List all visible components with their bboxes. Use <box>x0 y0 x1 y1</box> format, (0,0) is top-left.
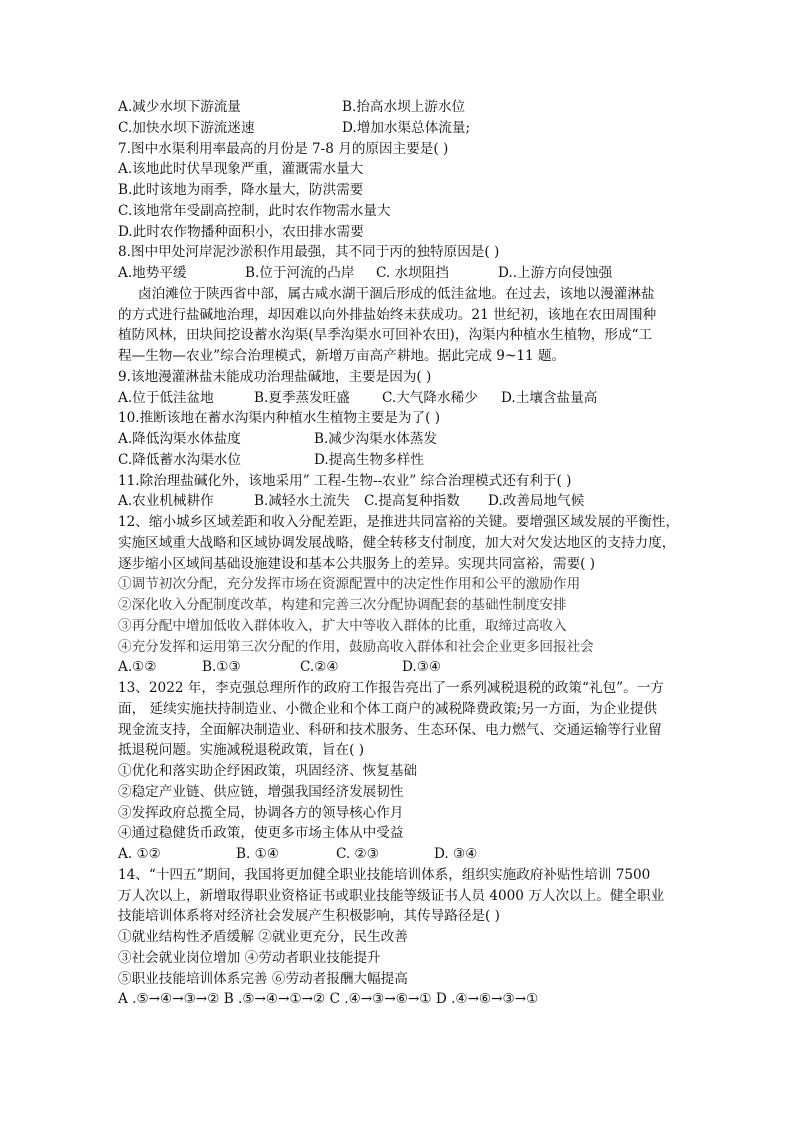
answer-option: B.减少沟渠水体蒸发 <box>314 431 438 447</box>
text-line: 逐步缩小区域间基础设施建设和基本公共服务上的差异。实现共同富裕，需要( ) <box>118 556 596 572</box>
answer-option: B.位于河流的凸岸 <box>245 265 355 281</box>
answer-option: C. 水坝阻挡 <box>376 265 449 281</box>
answer-option: C.降低蓄水沟渠水位 <box>118 452 241 468</box>
text-line: ④充分发挥和运用第三次分配的作用，鼓励高收入群体和社会企业更多回报社会 <box>118 639 594 655</box>
text-line: ①调节初次分配，充分发挥市场在资源配置中的决定性作用和公平的激励作用 <box>118 576 581 592</box>
text-line: 10.推断该地在蓄水沟渠内种植水生植物主要是为了( ) <box>118 410 441 426</box>
text-line: 11.除治理盐碱化外，该地采用” 工程-生物--农业” 综合治理模式还有利于( ) <box>118 473 572 489</box>
answer-option: C.提高复种指数 <box>364 493 460 509</box>
answer-option: C.大气降水稀少 <box>382 390 478 406</box>
answer-option: A.降低沟渠水体盐度 <box>118 431 241 447</box>
text-line: 8.图中甲处河岸泥沙淤积作用最强，其不同于丙的独特原因是( ) <box>118 244 500 260</box>
answer-option: B.①③ <box>202 659 241 675</box>
text-line: 程—生物—农业”综合治理模式，新增万亩高产耕地。据此完成 9~11 题。 <box>118 348 566 364</box>
answer-option: D.增加水渠总体流量; <box>342 120 471 136</box>
text-line: 的方式进行盐碱地治理，却因难以向外排盐始终未获成功。21 世纪初，该地在农田周围种 <box>118 307 657 323</box>
text-line: 抵退税问题。实施减税退税政策，旨在( ) <box>118 742 365 758</box>
answer-option: D. ③④ <box>434 846 478 862</box>
text-line: 12、缩小城乡区域差距和收入分配差距，是推进共同富裕的关键。要增强区域发展的平衡性， <box>118 514 680 530</box>
text-line: A .⑤→④→③→② B .⑤→④→①→② C .④→③→⑥→① D .④→⑥→③→① <box>118 991 539 1007</box>
text-line: ③再分配中增加低收入群体收入，扩大中等收入群体的比重，取缔过高收入 <box>118 618 567 634</box>
answer-option: B.夏季蒸发旺盛 <box>254 390 350 406</box>
answer-option: A.减少水坝下游流量 <box>118 99 241 115</box>
answer-option: D.土壤含盐量高 <box>501 390 598 406</box>
text-line: C.该地常年受副高控制，此时农作物需水量大 <box>118 203 391 219</box>
text-line: 万人次以上，新增取得职业资格证书或职业技能等级证书人员 4000 万人次以上。健全职业 <box>118 888 665 904</box>
text-line: ①就业结构性矛盾缓解 ②就业更充分，民生改善 <box>118 929 408 945</box>
answer-option: C.②④ <box>300 659 339 675</box>
text-line: 卤泊滩位于陕西省中部，属古咸水湖干涸后形成的低洼盆地。在过去，该地以漫灌淋盐 <box>138 286 655 302</box>
answer-option: A.地势平缓 <box>118 265 187 281</box>
text-line: 技能培训体系将对经济社会发展产生积极影响，其传导路径是( ) <box>118 908 500 924</box>
answer-option: D.改善局地气候 <box>488 493 585 509</box>
text-line: 14、“十四五”期间，我国将更加健全职业技能培训体系，组织实施政府补贴性培训 7500 <box>118 867 651 883</box>
text-line: ③发挥政府总揽全局，协调各方的领导核心作月 <box>118 805 404 821</box>
text-line: 面， 延续实施扶持制造业、小微企业和个体工商户的减税降费政策;另一方面，为企业提供 <box>118 701 658 717</box>
text-line: ④通过稳健货币政策，使更多市场主体从中受益 <box>118 825 404 841</box>
text-line: 13、2022 年，李克强总理所作的政府工作报告亮出了一系列减税退税的政策“礼包”。一方 <box>118 680 664 696</box>
answer-option: A.位于低洼盆地 <box>118 390 214 406</box>
text-line: D.此时农作物播种面积小，农田排水需要 <box>118 224 364 240</box>
answer-option: A.①② <box>118 659 157 675</box>
answer-option: D..上游方向侵蚀强 <box>498 265 613 281</box>
answer-option: B. ①④ <box>236 846 280 862</box>
answer-option: D.提高生物多样性 <box>314 452 424 468</box>
text-line: 实施区域重大战略和区域协调发展战略，健全转移支付制度，加大对欠发达地区的支持力度， <box>118 535 676 551</box>
answer-option: A. ①② <box>118 846 161 862</box>
text-line: 7.图中水渠利用率最高的月份是 7-8 月的原因主要是( ) <box>118 141 449 157</box>
text-line: 植防风林，田块间挖设蓄水沟渠(旱季沟渠水可回补农田)，沟渠内种植水生植物，形成“工 <box>118 327 653 343</box>
text-line: ⑤职业技能培训体系完善 ⑥劳动者报酬大幅提高 <box>118 971 408 987</box>
text-line: ②深化收入分配制度改革，构建和完善三次分配协调配套的基础性制度安排 <box>118 597 567 613</box>
text-line: ②稳定产业链、供应链，增强我国经济发展韧性 <box>118 784 404 800</box>
answer-option: A.农业机械耕作 <box>118 493 214 509</box>
text-line: B.此时该地为雨季，降水量大，防洪需要 <box>118 182 364 198</box>
answer-option: C. ②③ <box>336 846 379 862</box>
text-line: A.该地此时伏旱现象严重，灌溉需水量大 <box>118 161 364 177</box>
text-line: ①优化和落实助企纾困政策，巩固经济、恢复基础 <box>118 763 418 779</box>
text-line: 现金流支持，全面解决制造业、科研和技术服务、生态环保、电力燃气、交通运输等行业留 <box>118 722 662 738</box>
answer-option: B.抬高水坝上游水位 <box>342 99 466 115</box>
answer-option: B.减轻水土流失 <box>254 493 350 509</box>
text-line: 9.该地漫灌淋盐未能成功治理盐碱地，主要是因为( ) <box>118 369 432 385</box>
answer-option: C.加快水坝下游流迷速 <box>118 120 255 136</box>
answer-option: D.③④ <box>402 659 442 675</box>
text-line: ③社会就业岗位增加 ④劳动者职业技能提升 <box>118 950 381 966</box>
